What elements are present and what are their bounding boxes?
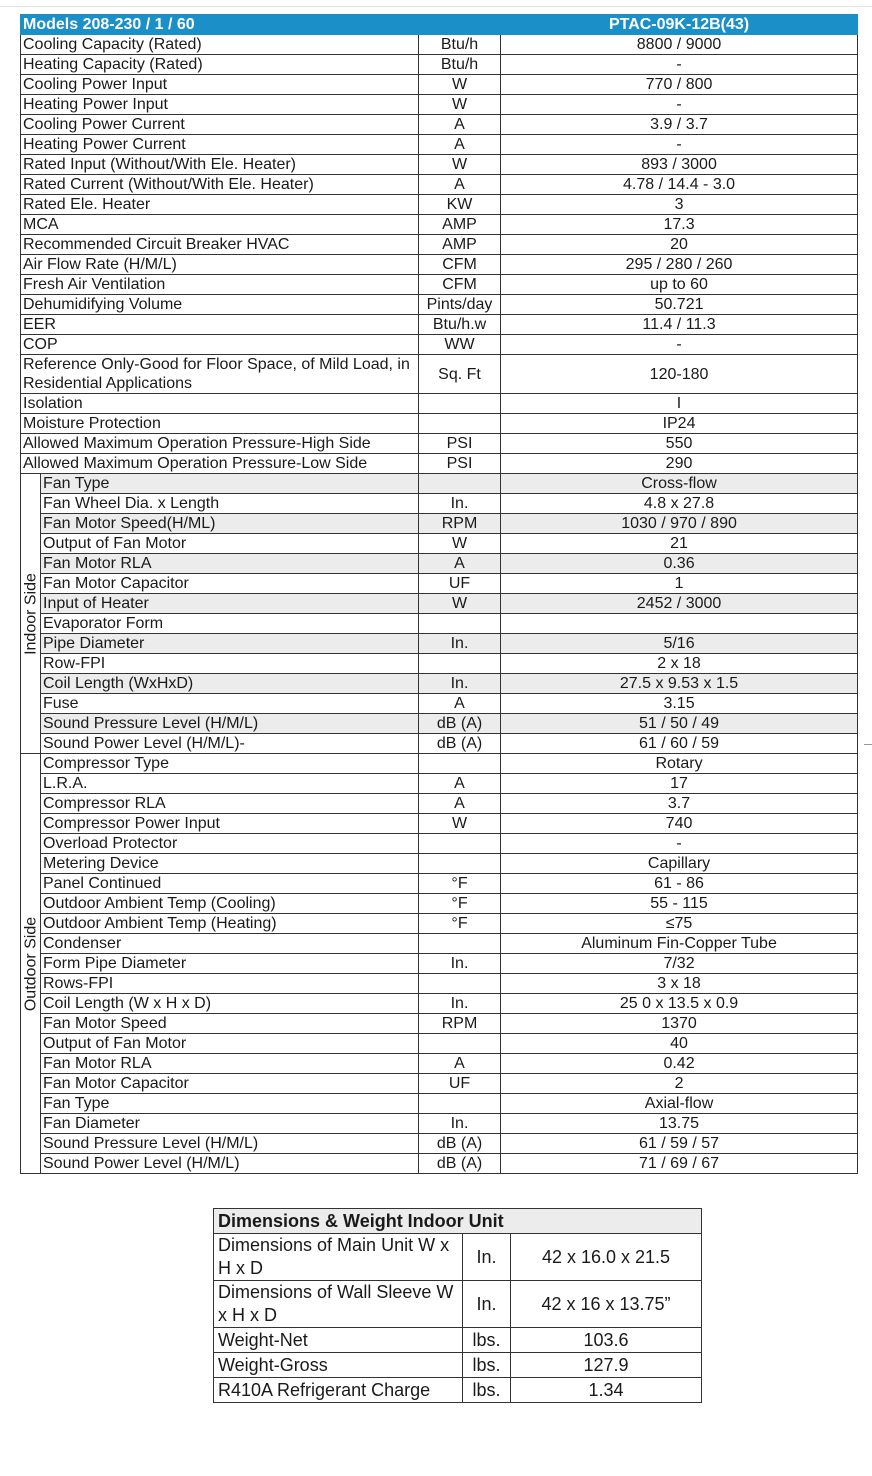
param-cell: Allowed Maximum Operation Pressure-Low Side xyxy=(21,454,419,474)
param-cell: Outdoor Ambient Temp (Heating) xyxy=(41,914,419,934)
value-cell: 25 0 x 13.5 x 0.9 xyxy=(501,994,858,1014)
value-cell: 4.78 / 14.4 - 3.0 xyxy=(501,175,858,195)
param-cell: Cooling Power Current xyxy=(21,115,419,135)
param-cell: Coil Length (W x H x D) xyxy=(41,994,419,1014)
value-cell: Cross-flow xyxy=(501,474,858,494)
spec-row xyxy=(21,394,858,414)
unit-cell: A xyxy=(419,774,501,794)
unit-cell: CFM xyxy=(419,275,501,295)
value-cell: 0.42 xyxy=(501,1054,858,1074)
spec-row xyxy=(21,1154,858,1174)
value-cell: 3.9 / 3.7 xyxy=(501,115,858,135)
unit-cell xyxy=(419,654,501,674)
param-cell: Rated Current (Without/With Ele. Heater) xyxy=(21,175,419,195)
spec-row xyxy=(21,794,858,814)
unit-cell: In. xyxy=(463,1281,511,1328)
param-cell: Heating Capacity (Rated) xyxy=(21,55,419,75)
spec-row xyxy=(21,35,858,55)
value-cell: 71 / 69 / 67 xyxy=(501,1154,858,1174)
unit-cell xyxy=(419,754,501,774)
value-cell: 13.75 xyxy=(501,1114,858,1134)
spec-row xyxy=(21,195,858,215)
param-cell: Form Pipe Diameter xyxy=(41,954,419,974)
unit-cell: Btu/h.w xyxy=(419,315,501,335)
param-cell: Sound Pressure Level (H/M/L) xyxy=(41,714,419,734)
spec-row xyxy=(21,554,858,574)
value-cell: 120-180 xyxy=(501,355,858,394)
param-cell: Rows-FPI xyxy=(41,974,419,994)
param-cell: Air Flow Rate (H/M/L) xyxy=(21,255,419,275)
value-cell: - xyxy=(501,95,858,115)
param-cell: Evaporator Form xyxy=(41,614,419,634)
param-cell: Dehumidifying Volume xyxy=(21,295,419,315)
param-cell: Dimensions of Main Unit W x H x D xyxy=(214,1234,463,1281)
value-cell: 3.15 xyxy=(501,694,858,714)
value-cell: 40 xyxy=(501,1034,858,1054)
value-cell: 11.4 / 11.3 xyxy=(501,315,858,335)
value-cell: 55 - 115 xyxy=(501,894,858,914)
param-cell: Cooling Capacity (Rated) xyxy=(21,35,419,55)
unit-cell: A xyxy=(419,694,501,714)
param-cell: Outdoor Ambient Temp (Cooling) xyxy=(41,894,419,914)
spec-row xyxy=(21,574,858,594)
param-cell: Fan Motor Speed(H/ML) xyxy=(41,514,419,534)
value-cell: 42 x 16 x 13.75” xyxy=(511,1281,702,1328)
unit-cell: A xyxy=(419,115,501,135)
spec-row xyxy=(21,634,858,654)
spec-table xyxy=(20,14,858,1174)
unit-cell xyxy=(419,1034,501,1054)
param-cell: Fuse xyxy=(41,694,419,714)
spec-row xyxy=(21,654,858,674)
model-name: PTAC-09K-12B(43) xyxy=(501,15,858,35)
value-cell: - xyxy=(501,335,858,355)
spec-row xyxy=(21,774,858,794)
param-cell: Condenser xyxy=(41,934,419,954)
param-cell: Recommended Circuit Breaker HVAC xyxy=(21,235,419,255)
spec-row xyxy=(21,934,858,954)
spec-row xyxy=(21,914,858,934)
param-cell: Input of Heater xyxy=(41,594,419,614)
param-cell: Output of Fan Motor xyxy=(41,534,419,554)
param-cell: Fan Type xyxy=(41,474,419,494)
dimensions-row xyxy=(214,1353,702,1378)
param-cell: Moisture Protection xyxy=(21,414,419,434)
value-cell: - xyxy=(501,55,858,75)
value-cell: 61 - 86 xyxy=(501,874,858,894)
value-cell: 61 / 59 / 57 xyxy=(501,1134,858,1154)
spec-row xyxy=(21,1034,858,1054)
models-title: Models 208-230 / 1 / 60 xyxy=(21,15,501,35)
unit-cell: In. xyxy=(419,994,501,1014)
param-cell: L.R.A. xyxy=(41,774,419,794)
spec-row xyxy=(21,714,858,734)
unit-cell: AMP xyxy=(419,235,501,255)
unit-cell: AMP xyxy=(419,215,501,235)
unit-cell xyxy=(419,614,501,634)
param-cell: Allowed Maximum Operation Pressure-High Side xyxy=(21,434,419,454)
value-cell: - xyxy=(501,135,858,155)
param-cell: Rated Input (Without/With Ele. Heater) xyxy=(21,155,419,175)
spec-row xyxy=(21,454,858,474)
value-cell: 17 xyxy=(501,774,858,794)
spec-row xyxy=(21,674,858,694)
param-cell: Coil Length (WxHxD) xyxy=(41,674,419,694)
param-cell: R410A Refrigerant Charge xyxy=(214,1378,463,1403)
unit-cell xyxy=(419,974,501,994)
unit-cell xyxy=(419,934,501,954)
spec-row xyxy=(21,814,858,834)
outdoor-side-label-cell xyxy=(21,754,41,1174)
value-cell: 1370 xyxy=(501,1014,858,1034)
unit-cell: lbs. xyxy=(463,1353,511,1378)
spec-row xyxy=(21,315,858,335)
unit-cell: In. xyxy=(419,634,501,654)
param-cell: Compressor Power Input xyxy=(41,814,419,834)
spec-row xyxy=(21,1114,858,1134)
unit-cell: Sq. Ft xyxy=(419,355,501,394)
unit-cell: dB (A) xyxy=(419,734,501,754)
unit-cell: A xyxy=(419,1054,501,1074)
indoor-side-label: Indoor Side xyxy=(22,572,39,655)
param-cell: COP xyxy=(21,335,419,355)
value-cell: 3 x 18 xyxy=(501,974,858,994)
spec-row xyxy=(21,215,858,235)
param-cell: Fan Type xyxy=(41,1094,419,1114)
param-cell: Fresh Air Ventilation xyxy=(21,275,419,295)
unit-cell: Btu/h xyxy=(419,55,501,75)
spec-row xyxy=(21,235,858,255)
spec-row xyxy=(21,894,858,914)
unit-cell: dB (A) xyxy=(419,1154,501,1174)
value-cell: 4.8 x 27.8 xyxy=(501,494,858,514)
unit-cell xyxy=(419,474,501,494)
unit-cell: A xyxy=(419,794,501,814)
unit-cell xyxy=(419,834,501,854)
unit-cell: PSI xyxy=(419,454,501,474)
dimensions-table xyxy=(213,1208,702,1403)
unit-cell: In. xyxy=(419,954,501,974)
value-cell: Axial-flow xyxy=(501,1094,858,1114)
edge-mark xyxy=(864,744,872,745)
unit-cell: W xyxy=(419,75,501,95)
dimensions-table-body xyxy=(214,1209,702,1403)
param-cell: Fan Wheel Dia. x Length xyxy=(41,494,419,514)
unit-cell: In. xyxy=(419,674,501,694)
unit-cell: W xyxy=(419,814,501,834)
dimensions-title: Dimensions & Weight Indoor Unit xyxy=(214,1209,702,1234)
unit-cell: UF xyxy=(419,574,501,594)
value-cell: up to 60 xyxy=(501,275,858,295)
param-cell: Compressor Type xyxy=(41,754,419,774)
value-cell: 5/16 xyxy=(501,634,858,654)
param-cell: Row-FPI xyxy=(41,654,419,674)
spec-row xyxy=(21,614,858,634)
unit-cell: WW xyxy=(419,335,501,355)
spec-row xyxy=(21,1074,858,1094)
value-cell: 0.36 xyxy=(501,554,858,574)
unit-cell xyxy=(419,854,501,874)
unit-cell: UF xyxy=(419,1074,501,1094)
spec-row xyxy=(21,474,858,494)
value-cell: 8800 / 9000 xyxy=(501,35,858,55)
param-cell: Compressor RLA xyxy=(41,794,419,814)
spec-row xyxy=(21,1094,858,1114)
unit-cell: KW xyxy=(419,195,501,215)
param-cell: EER xyxy=(21,315,419,335)
param-cell: Rated Ele. Heater xyxy=(21,195,419,215)
spec-row xyxy=(21,135,858,155)
unit-cell: W xyxy=(419,534,501,554)
param-cell: Sound Power Level (H/M/L)- xyxy=(41,734,419,754)
spec-table-body xyxy=(21,15,858,1174)
spec-row xyxy=(21,175,858,195)
unit-cell: lbs. xyxy=(463,1328,511,1353)
param-cell: Fan Motor Speed xyxy=(41,1014,419,1034)
value-cell: 21 xyxy=(501,534,858,554)
value-cell: 550 xyxy=(501,434,858,454)
spec-row xyxy=(21,1014,858,1034)
param-cell: Fan Motor Capacitor xyxy=(41,1074,419,1094)
spec-row xyxy=(21,694,858,714)
top-divider xyxy=(0,6,872,7)
value-cell: 3.7 xyxy=(501,794,858,814)
value-cell: 7/32 xyxy=(501,954,858,974)
unit-cell: In. xyxy=(463,1234,511,1281)
value-cell: 770 / 800 xyxy=(501,75,858,95)
unit-cell: °F xyxy=(419,894,501,914)
spec-row xyxy=(21,275,858,295)
spec-row xyxy=(21,954,858,974)
param-cell: Weight-Gross xyxy=(214,1353,463,1378)
param-cell: Heating Power Input xyxy=(21,95,419,115)
value-cell: 295 / 280 / 260 xyxy=(501,255,858,275)
param-cell: Fan Motor Capacitor xyxy=(41,574,419,594)
value-cell: 290 xyxy=(501,454,858,474)
spec-row xyxy=(21,55,858,75)
spec-row xyxy=(21,594,858,614)
value-cell: 1030 / 970 / 890 xyxy=(501,514,858,534)
spec-row xyxy=(21,494,858,514)
value-cell: I xyxy=(501,394,858,414)
spec-row xyxy=(21,534,858,554)
spec-row xyxy=(21,335,858,355)
unit-cell xyxy=(419,414,501,434)
param-cell: MCA xyxy=(21,215,419,235)
spec-row xyxy=(21,974,858,994)
param-cell: Heating Power Current xyxy=(21,135,419,155)
value-cell: 2452 / 3000 xyxy=(501,594,858,614)
param-cell: Metering Device xyxy=(41,854,419,874)
unit-cell: A xyxy=(419,554,501,574)
value-cell: Capillary xyxy=(501,854,858,874)
unit-cell: In. xyxy=(419,1114,501,1134)
value-cell: 893 / 3000 xyxy=(501,155,858,175)
spec-row xyxy=(21,834,858,854)
unit-cell: dB (A) xyxy=(419,714,501,734)
unit-cell: RPM xyxy=(419,1014,501,1034)
param-cell: Overload Protector xyxy=(41,834,419,854)
param-cell: Cooling Power Input xyxy=(21,75,419,95)
value-cell: 20 xyxy=(501,235,858,255)
param-cell: Fan Motor RLA xyxy=(41,554,419,574)
unit-cell: °F xyxy=(419,914,501,934)
dimensions-row xyxy=(214,1328,702,1353)
value-cell: - xyxy=(501,834,858,854)
value-cell: 61 / 60 / 59 xyxy=(501,734,858,754)
unit-cell: °F xyxy=(419,874,501,894)
dimensions-header-row xyxy=(214,1209,702,1234)
unit-cell: Btu/h xyxy=(419,35,501,55)
value-cell: 27.5 x 9.53 x 1.5 xyxy=(501,674,858,694)
spec-row xyxy=(21,75,858,95)
value-cell: 1.34 xyxy=(511,1378,702,1403)
spec-row xyxy=(21,734,858,754)
spec-row xyxy=(21,295,858,315)
spec-row xyxy=(21,1054,858,1074)
spec-header-row xyxy=(21,15,858,35)
param-cell: Sound Power Level (H/M/L) xyxy=(41,1154,419,1174)
unit-cell: A xyxy=(419,175,501,195)
spec-row xyxy=(21,754,858,774)
unit-cell: W xyxy=(419,155,501,175)
spec-row xyxy=(21,874,858,894)
param-cell: Output of Fan Motor xyxy=(41,1034,419,1054)
value-cell: 740 xyxy=(501,814,858,834)
value-cell: 42 x 16.0 x 21.5 xyxy=(511,1234,702,1281)
value-cell: 103.6 xyxy=(511,1328,702,1353)
dimensions-row xyxy=(214,1234,702,1281)
spec-row xyxy=(21,95,858,115)
value-cell: 50.721 xyxy=(501,295,858,315)
unit-cell xyxy=(419,1094,501,1114)
value-cell: IP24 xyxy=(501,414,858,434)
param-cell: Fan Diameter xyxy=(41,1114,419,1134)
value-cell: 17.3 xyxy=(501,215,858,235)
indoor-side-label-cell xyxy=(21,474,41,754)
param-cell: Sound Pressure Level (H/M/L) xyxy=(41,1134,419,1154)
spec-row xyxy=(21,1134,858,1154)
value-cell: Rotary xyxy=(501,754,858,774)
unit-cell: W xyxy=(419,594,501,614)
value-cell: 2 xyxy=(501,1074,858,1094)
dimensions-row xyxy=(214,1281,702,1328)
value-cell: Aluminum Fin-Copper Tube xyxy=(501,934,858,954)
dimensions-row xyxy=(214,1378,702,1403)
unit-cell: dB (A) xyxy=(419,1134,501,1154)
unit-cell: lbs. xyxy=(463,1378,511,1403)
value-cell: 127.9 xyxy=(511,1353,702,1378)
param-cell: Pipe Diameter xyxy=(41,634,419,654)
spec-row xyxy=(21,115,858,135)
unit-cell: RPM xyxy=(419,514,501,534)
spec-row xyxy=(21,434,858,454)
spec-row xyxy=(21,854,858,874)
spec-row xyxy=(21,255,858,275)
param-cell: Isolation xyxy=(21,394,419,414)
spec-row xyxy=(21,155,858,175)
spec-row xyxy=(21,355,858,394)
param-cell: Reference Only-Good for Floor Space, of Mild Load, in Residential Applications xyxy=(21,355,419,394)
value-cell: 3 xyxy=(501,195,858,215)
value-cell: 2 x 18 xyxy=(501,654,858,674)
unit-cell: In. xyxy=(419,494,501,514)
unit-cell: CFM xyxy=(419,255,501,275)
param-cell: Dimensions of Wall Sleeve W x H x D xyxy=(214,1281,463,1328)
param-cell: Panel Continued xyxy=(41,874,419,894)
value-cell xyxy=(501,614,858,634)
spec-row xyxy=(21,514,858,534)
value-cell: 1 xyxy=(501,574,858,594)
value-cell: ≤75 xyxy=(501,914,858,934)
unit-cell: A xyxy=(419,135,501,155)
unit-cell xyxy=(419,394,501,414)
spec-row xyxy=(21,414,858,434)
param-cell: Fan Motor RLA xyxy=(41,1054,419,1074)
unit-cell: Pints/day xyxy=(419,295,501,315)
unit-cell: W xyxy=(419,95,501,115)
param-cell: Weight-Net xyxy=(214,1328,463,1353)
value-cell: 51 / 50 / 49 xyxy=(501,714,858,734)
outdoor-side-label: Outdoor Side xyxy=(22,916,39,1011)
unit-cell: PSI xyxy=(419,434,501,454)
spec-row xyxy=(21,994,858,1014)
